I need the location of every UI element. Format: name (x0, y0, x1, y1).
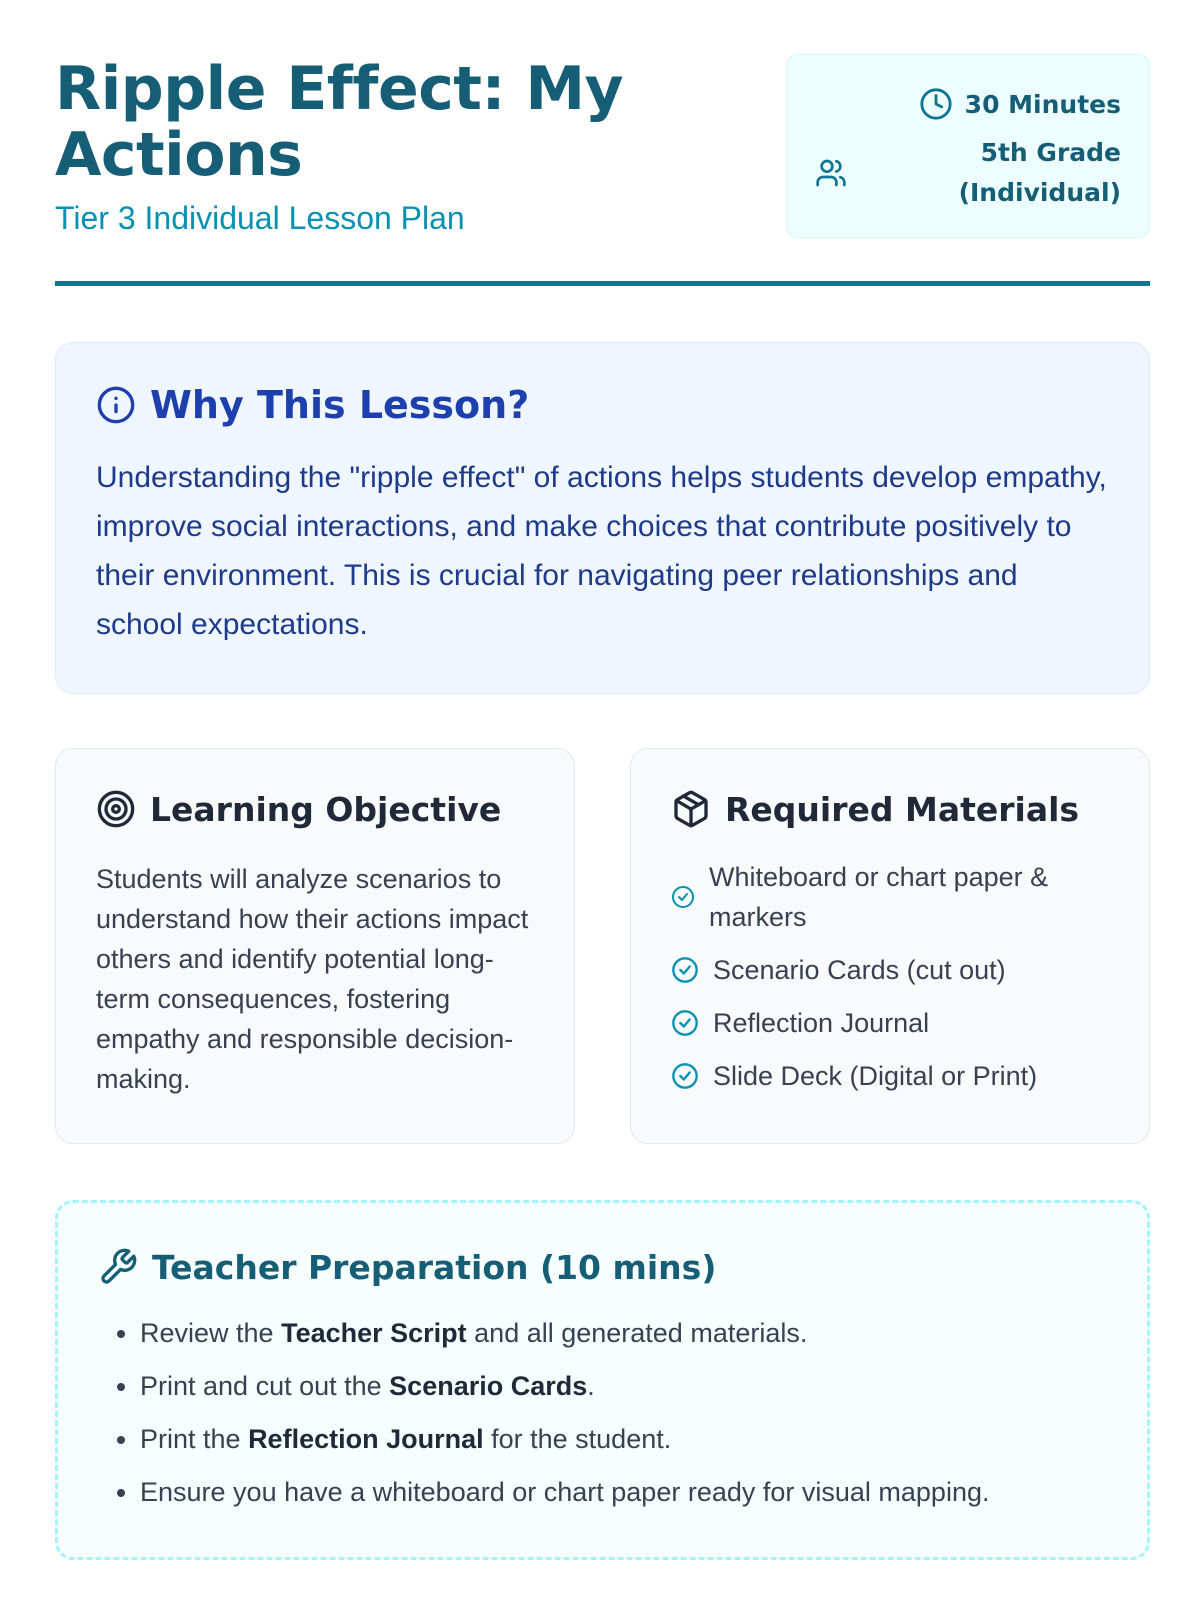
objective-header (96, 789, 534, 829)
teacher-prep-section (55, 1200, 1150, 1560)
why-title: Why This Lesson? (150, 383, 530, 427)
check-circle-icon (671, 1009, 699, 1037)
box-icon (671, 789, 711, 829)
materials-card (630, 748, 1150, 1144)
materials-list (671, 857, 1109, 1096)
material-label: Reflection Journal (713, 1008, 930, 1038)
duration-row (919, 87, 1121, 121)
lesson-meta-box (786, 54, 1150, 238)
list-item: • Print and cut out the Scenario Cards. (140, 1366, 1107, 1406)
why-header (96, 383, 1109, 427)
material-label: Slide Deck (Digital or Print) (713, 1061, 1038, 1091)
users-icon (815, 157, 847, 189)
prep-title: Teacher Preparation (10 mins) (152, 1247, 717, 1287)
clock-icon (919, 87, 953, 121)
page-title: Ripple Effect: My Actions (55, 54, 624, 190)
list-item: • Ensure you have a whiteboard or chart paper ready for visual mapping. (140, 1472, 1107, 1512)
check-circle-icon (671, 956, 699, 984)
objective-title: Learning Objective (150, 789, 502, 829)
objective-card (55, 748, 575, 1144)
list-item (671, 950, 1109, 990)
target-icon (96, 789, 136, 829)
grade-row (815, 133, 1121, 213)
lesson-header (55, 52, 1150, 292)
info-icon (96, 385, 136, 425)
why-body: Understanding the "ripple effect" of actions helps students develop empathy, improve social interactions, and make choices that contribute positively to their environment. This is crucial for navigating peer relationships and school expectations. (96, 461, 1107, 641)
duration-text: 30 Minutes (964, 89, 1121, 119)
list-item (671, 857, 1109, 937)
list-item (671, 1056, 1109, 1096)
list-item: • Print the Reflection Journal for the student. (140, 1419, 1107, 1459)
material-label: Scenario Cards (cut out) (713, 955, 1006, 985)
materials-header (671, 789, 1109, 829)
material-label: Whiteboard or chart paper & markers (709, 862, 1049, 932)
check-circle-icon (671, 885, 695, 909)
prep-list (98, 1313, 1107, 1512)
materials-title: Required Materials (725, 789, 1080, 829)
wrench-icon (98, 1247, 138, 1287)
why-section (55, 342, 1150, 694)
prep-header (98, 1247, 1107, 1287)
objective-body: Students will analyze scenarios to understand how their actions impact others and identify potential long-term consequences, fostering empathy and responsible decision-making. (96, 864, 529, 1094)
grade-text: 5th Grade (Individual) (958, 138, 1121, 207)
check-circle-icon (671, 1062, 699, 1090)
page-subtitle: Tier 3 Individual Lesson Plan (55, 200, 465, 236)
list-item: • Review the Teacher Script and all generated materials. (140, 1313, 1107, 1353)
header-divider (55, 281, 1150, 286)
list-item (671, 1003, 1109, 1043)
